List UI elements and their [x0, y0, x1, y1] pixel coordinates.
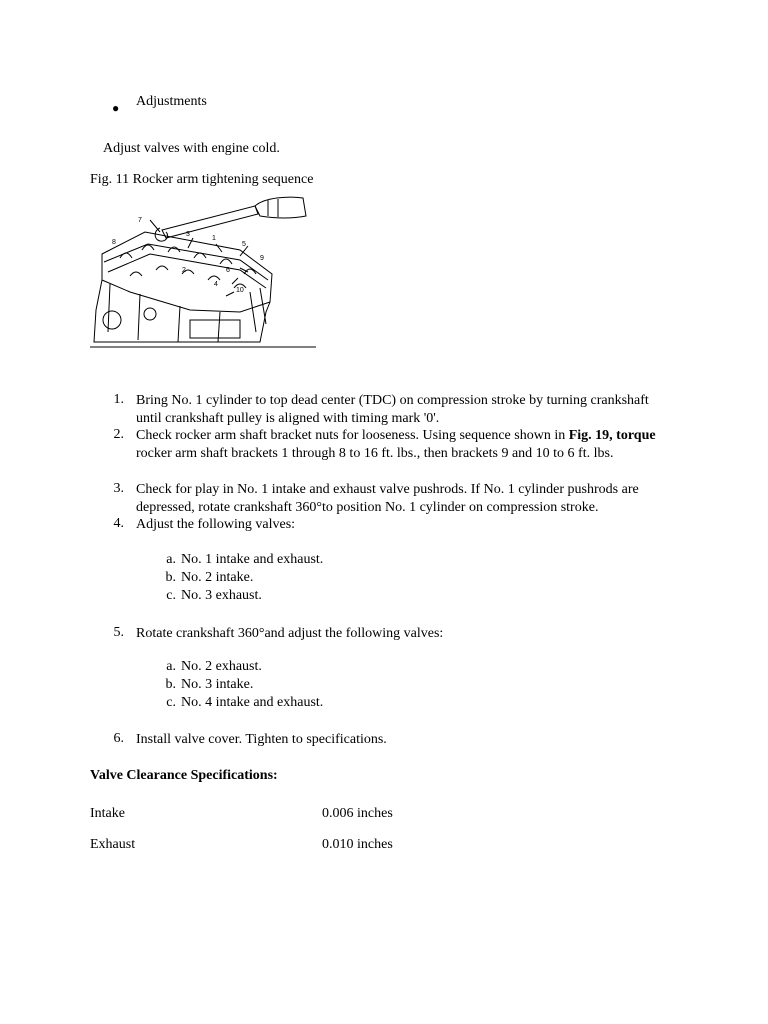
figure-label: 7	[138, 217, 142, 224]
bullet-adjustments: Adjustments	[136, 94, 207, 109]
sub-item: No. 2 exhaust.	[181, 659, 262, 674]
step-2-post: rocker arm shaft brackets 1 through 8 to 16 ft. lbs., then brackets 9 and 10 to 6 ft. lbs.	[136, 445, 614, 461]
step-4-text: Adjust the following valves:	[136, 517, 296, 532]
sub-item: No. 4 intake and exhaust.	[181, 695, 324, 710]
step-6-text: Install valve cover. Tighten to specifications.	[136, 732, 387, 747]
intro-text: Adjust valves with engine cold.	[103, 141, 280, 156]
spec-heading: Valve Clearance Specifications:	[90, 768, 278, 783]
step-number: 4.	[113, 516, 124, 531]
figure-label: 6	[226, 267, 230, 274]
step-number: 6.	[113, 731, 124, 746]
step-3-text: Check for play in No. 1 intake and exhaust valve pushrods. If No. 1 cylinder pushrods are depressed, rotate crankshaft 360°to position No. 1 cylinder on compression stroke.	[136, 482, 639, 515]
step-number: 2.	[113, 427, 124, 442]
step-number: 3.	[113, 481, 124, 496]
spec-label-exhaust: Exhaust	[90, 837, 136, 852]
sub-item: No. 1 intake and exhaust.	[181, 552, 324, 567]
figure-caption: Fig. 11 Rocker arm tightening sequence	[90, 172, 314, 187]
sub-item: No. 2 intake.	[181, 570, 254, 585]
figure-label: 4	[214, 281, 218, 288]
step-number: 5.	[113, 625, 124, 640]
spec-value-intake: 0.006 inches	[322, 806, 393, 821]
step-2-bold-fig: Fig. 19,	[568, 428, 613, 443]
sub-letter: c.	[166, 588, 176, 603]
step-1-text: Bring No. 1 cylinder to top dead center (TDC) on compression stroke by turning crankshaft until crankshaft pulley is aligned with timing mark '0'.	[136, 393, 649, 426]
sub-letter: a.	[166, 659, 176, 674]
rocker-arm-figure	[90, 192, 316, 350]
figure-label: 3	[186, 231, 190, 238]
sub-letter: a.	[166, 552, 176, 567]
sub-letter: c.	[166, 695, 176, 710]
step-2-bold-torque: torque	[616, 428, 656, 443]
sub-letter: b.	[165, 677, 176, 692]
figure-label: 9	[260, 255, 264, 262]
step-2-pre: Check rocker arm shaft bracket nuts for looseness. Using sequence shown in	[136, 428, 569, 443]
spec-label-intake: Intake	[90, 806, 125, 821]
step-2-text	[136, 427, 676, 462]
step-5-text: Rotate crankshaft 360°and adjust the following valves:	[136, 626, 444, 641]
figure-label: 10	[236, 287, 244, 294]
bullet-dot: ●	[112, 101, 120, 115]
figure-label: 1	[212, 235, 216, 242]
sub-item: No. 3 intake.	[181, 677, 254, 692]
figure-label: 8	[112, 239, 116, 246]
sub-item: No. 3 exhaust.	[181, 588, 262, 603]
figure-label: 2	[182, 267, 186, 274]
figure-label: 5	[242, 241, 246, 248]
sub-letter: b.	[165, 570, 176, 585]
step-number: 1.	[113, 392, 124, 407]
spec-value-exhaust: 0.010 inches	[322, 837, 393, 852]
